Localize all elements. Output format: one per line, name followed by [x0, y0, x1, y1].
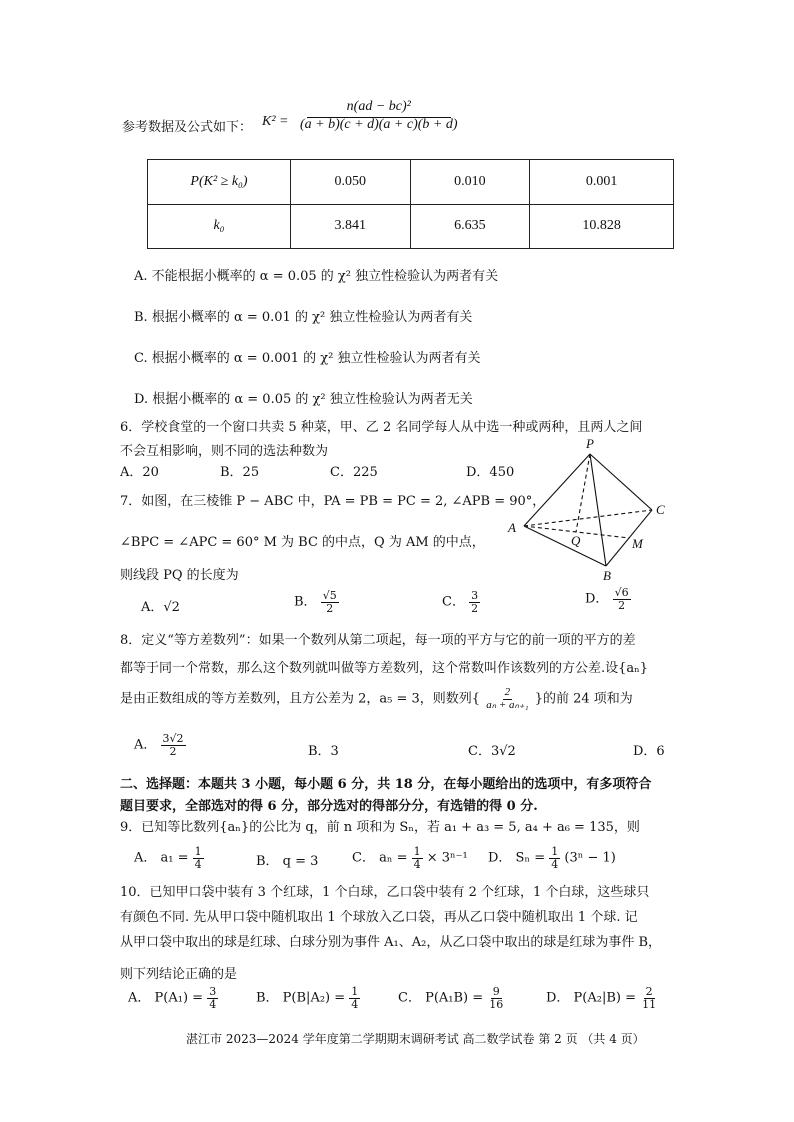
fraction-denominator: 2	[326, 601, 334, 615]
q10-option-d	[546, 986, 658, 1010]
fraction-numerator: 2	[645, 985, 653, 998]
q8-stem-text-a: 是由正数组成的等方差数列，且方公差为 2，a₅ = 3，则数列{	[120, 691, 481, 707]
q10-option-c	[398, 986, 505, 1010]
fraction-numerator: √5	[322, 589, 337, 602]
fraction-denominator: 4	[209, 997, 217, 1011]
option-label: B． P(B|A₂) =	[256, 990, 346, 1006]
q10-stem-line2: 有颜色不同. 先从甲口袋中随机取出 1 个球放入乙口袋，再从乙口袋中随机取出 1 个球. 记	[120, 910, 638, 925]
fraction-denominator: 2	[169, 744, 177, 758]
q10-stem-line4: 则下列结论正确的是	[120, 967, 238, 982]
option-label: A．	[134, 737, 157, 753]
fraction-denominator: aₙ + aₙ₊₁	[486, 698, 529, 711]
option-label: C．	[442, 594, 465, 610]
q6-stem-line2: 不会互相影响，则不同的选法种数为	[120, 444, 329, 459]
fraction-numerator: 1	[351, 985, 359, 998]
fraction-denominator: 4	[551, 857, 559, 871]
q7-option-a: A．√2	[141, 600, 180, 615]
fraction-numerator: √6	[614, 586, 629, 599]
reference-label: 参考数据及公式如下：	[122, 120, 253, 135]
formula-block	[298, 100, 460, 132]
q8-stem-line1: 8．定义“等方差数列”：如果一个数列从第二项起，每一项的平方与它的前一项的平方的差	[120, 633, 636, 648]
q6-option-a: A．20	[120, 465, 159, 480]
q8-option-c: C．3√2	[468, 744, 516, 759]
section-2-heading-line2: 题目要求，全部选对的得 6 分，部分选对的得部分分，有选错的得 0 分.	[120, 799, 538, 814]
q6-option-c: C．225	[330, 465, 378, 480]
label-a: A	[508, 520, 516, 535]
table-cell: 0.010	[410, 160, 530, 205]
label-q: Q	[571, 533, 581, 548]
section-2-heading-line1: 二、选择题：本题共 3 小题，每小题 6 分，共 18 分，在每小题给出的选项中，有多项符合	[120, 777, 652, 792]
q5-option-c: C. 根据小概率的 α = 0.001 的 χ² 独立性检验认为两者有关	[134, 351, 481, 366]
q5-option-b: B. 根据小概率的 α = 0.01 的 χ² 独立性检验认为两者有关	[134, 310, 473, 325]
option-label: C． aₙ =	[352, 850, 408, 866]
q9-option-a	[134, 846, 204, 870]
q7-option-d	[585, 587, 631, 611]
label-m: M	[632, 536, 643, 551]
q7-stem-line3: 则线段 PQ 的长度为	[120, 568, 239, 583]
option-tail: × 3ⁿ⁻¹	[426, 850, 468, 866]
option-label: D． P(A₂|B) =	[546, 990, 637, 1006]
edge-pb	[590, 454, 606, 566]
table-cell: 0.001	[530, 160, 674, 205]
fraction-numerator: 1	[194, 845, 202, 858]
option-label: A． P(A₁) =	[128, 990, 204, 1006]
critical-value-table	[147, 159, 674, 249]
edge-ab	[524, 526, 606, 566]
formula-lhs: K² =	[262, 114, 289, 129]
q8-stem-text-b: }的前 24 项和为	[534, 691, 633, 707]
q8-option-a	[134, 733, 186, 757]
fraction-denominator: 2	[618, 598, 626, 612]
fraction-numerator: 3	[209, 985, 217, 998]
fraction-denominator: 4	[413, 857, 421, 871]
table-cell: 6.635	[410, 204, 530, 249]
edge-pc	[590, 454, 652, 510]
option-label: D． Sₙ =	[488, 850, 546, 866]
table-row	[148, 160, 674, 205]
q8-stem-line3	[120, 687, 633, 711]
q6-option-d: D．450	[466, 465, 515, 480]
fraction-numerator: 3√2	[162, 732, 184, 745]
table-cell: 3.841	[291, 204, 411, 249]
fraction-denominator: 4	[194, 857, 202, 871]
label-c: C	[656, 502, 665, 517]
q9-option-c	[352, 846, 468, 870]
q6-option-b: B．25	[220, 465, 260, 480]
table-head-prob: P(K² ≥ k₀)	[148, 160, 291, 205]
q7-option-b	[294, 590, 339, 614]
page-footer: 湛江市 2023—2024 学年度第二学期期末调研考试 高二数学试卷 第 2 页 （共 4 页）	[186, 1032, 645, 1046]
table-row	[148, 204, 674, 249]
table-cell: 0.050	[291, 160, 411, 205]
q10-option-b	[256, 986, 360, 1010]
fraction-numerator: 1	[551, 845, 559, 858]
fraction-denominator: 4	[351, 997, 359, 1011]
q9-option-d	[488, 846, 616, 870]
q8-option-b: B．3	[308, 744, 339, 759]
fraction-numerator: 2	[504, 686, 511, 698]
option-label: B．	[294, 594, 317, 610]
fraction-numerator: 9	[492, 985, 500, 998]
edge-pa	[524, 454, 590, 526]
label-p: P	[586, 436, 594, 451]
q7-stem-line2: ∠BPC = ∠APC = 60° M 为 BC 的中点，Q 为 AM 的中点，	[120, 535, 485, 550]
formula-denominator: (a + b)(c + d)(a + c)(b + d)	[300, 116, 458, 132]
q10-option-a	[128, 986, 218, 1010]
q9-stem: 9．已知等比数列{aₙ}的公比为 q，前 n 项和为 Sₙ，若 a₁ + a₃ = 5, a₄ + a₆ = 135，则	[120, 820, 640, 835]
option-label: D．	[585, 591, 609, 607]
label-b: B	[603, 568, 611, 583]
q7-stem-line1: 7．如图，在三棱锥 P − ABC 中，PA = PB = PC = 2, ∠APB = 90°，	[120, 494, 546, 509]
table-head-k0: k₀	[148, 204, 291, 249]
formula-numerator: n(ad − bc)²	[307, 100, 451, 118]
fraction-denominator: 16	[489, 997, 504, 1011]
q8-option-d: D．6	[633, 744, 665, 759]
fraction-denominator: 2	[471, 601, 479, 615]
option-label: C． P(A₁B) =	[398, 990, 484, 1006]
q6-stem-line1: 6．学校食堂的一个窗口共卖 5 种菜，甲、乙 2 名同学每人从中选一种或两种，且两人之间	[120, 420, 643, 435]
q10-stem-line1: 10．已知甲口袋中装有 3 个红球，1 个白球，乙口袋中装有 2 个红球，1 个白球，这些球只	[120, 885, 650, 900]
q9-option-b: B． q = 3	[256, 854, 319, 869]
fraction-denominator: 11	[642, 997, 657, 1011]
table-cell: 10.828	[530, 204, 674, 249]
q7-option-c	[442, 590, 480, 614]
q10-stem-line3: 从甲口袋中取出的球是红球、白球分别为事件 A₁、A₂，从乙口袋中取出的球是红球为事件 B，	[120, 935, 662, 950]
q8-stem-line2: 都等于同一个常数，那么这个数列就叫做等方差数列，这个常数叫作该数列的方公差.设{aₙ}	[120, 661, 649, 676]
q5-option-d: D. 根据小概率的 α = 0.05 的 χ² 独立性检验认为两者无关	[134, 392, 473, 407]
option-tail: (3ⁿ − 1)	[564, 850, 616, 866]
fraction-numerator: 1	[413, 845, 421, 858]
segment-pq	[576, 454, 590, 532]
pyramid-figure	[500, 432, 680, 584]
q5-option-a: A. 不能根据小概率的 α = 0.05 的 χ² 独立性检验认为两者有关	[134, 269, 499, 284]
edge-ac	[524, 510, 652, 526]
option-label: A． a₁ =	[134, 850, 189, 866]
fraction-numerator: 3	[471, 589, 479, 602]
